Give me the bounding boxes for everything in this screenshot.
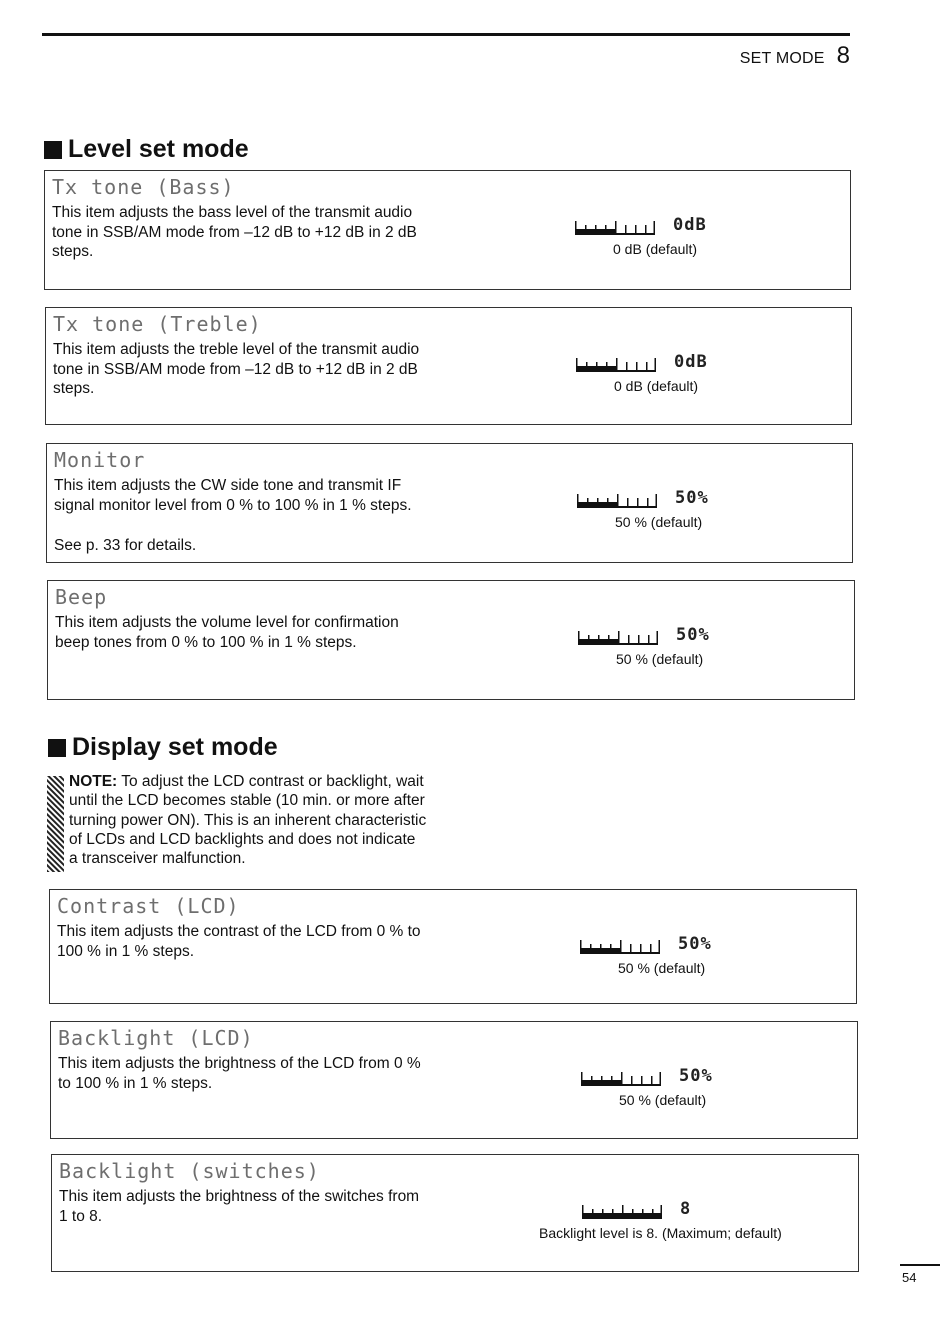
lcd-item-name: Monitor [54,448,146,472]
default-caption: Backlight level is 8. (Maximum; default) [539,1225,782,1241]
level-meter-icon [582,1205,662,1219]
note-body: To adjust the LCD contrast or backlight, wait until the LCD becomes stable (10 min. or more after turning power ON). This is an inherent characteristic of LCDs and LCD backlights and does not indicate a transceiver malfunction. [69,773,427,868]
lcd-readout [578,625,808,667]
lcd-value: 0dB [673,215,707,235]
level-meter-icon [578,631,658,645]
level-set-mode-title: Level set mode [68,135,249,163]
setting-box-tx-tone-bass [44,170,851,290]
lcd-item-name: Beep [55,585,108,609]
lcd-value: 0dB [674,352,708,372]
setting-box-tx-tone-treble [45,307,852,425]
lcd-value: 50% [675,488,709,508]
level-set-mode-heading [44,135,249,164]
lcd-item-name: Tx tone (Treble) [53,312,262,336]
item-description: This item adjusts the treble level of the transmit audio tone in SSB/AM mode from –12 dB to +12 dB in 2 dB steps. [53,341,420,397]
lcd-item-name: Backlight (LCD) [58,1026,254,1050]
lcd-readout [576,352,806,394]
lcd-value: 50% [679,1066,713,1086]
level-meter-icon [581,1072,661,1086]
chapter-number: 8 [836,42,850,69]
item-description: This item adjusts the CW side tone and transmit IF signal monitor level from 0 % to 100 % in 1 % steps. [54,477,412,514]
default-caption: 50 % (default) [616,651,704,667]
level-meter-icon [577,494,657,508]
default-caption: 50 % (default) [618,960,706,976]
display-set-mode-heading [48,733,278,762]
setting-box-backlight-switches [51,1154,859,1272]
note-label: NOTE: [69,773,118,790]
hatched-bar-icon [47,776,64,872]
see-page-note: See p. 33 for details. [54,537,197,554]
lcd-readout [580,934,810,976]
lcd-readout [539,1199,839,1241]
lcd-item-name: Contrast (LCD) [57,894,240,918]
setting-box-backlight-lcd [50,1021,858,1139]
lcd-value: 8 [680,1199,692,1219]
section-mode-label: SET MODE [739,50,825,67]
setting-box-beep [47,580,855,700]
setting-box-monitor [46,443,853,563]
default-caption: 0 dB (default) [613,241,698,257]
item-description: This item adjusts the brightness of the switches from 1 to 8. [59,1188,420,1225]
lcd-readout [575,215,805,257]
running-header [740,42,850,70]
setting-box-contrast-lcd [49,889,857,1004]
item-description: This item adjusts the brightness of the LCD from 0 % to 100 % in 1 % steps. [58,1055,421,1092]
item-description: This item adjusts the bass level of the transmit audio tone in SSB/AM mode from –12 dB to +12 dB in 2 dB steps. [52,204,417,260]
note-text [69,772,426,872]
item-description: This item adjusts the volume level for confirmation beep tones from 0 % to 100 % in 1 % steps. [55,614,399,651]
default-caption: 0 dB (default) [614,378,699,394]
display-set-mode-title: Display set mode [72,733,278,761]
lcd-readout [581,1066,811,1108]
footer-rule [900,1264,940,1266]
lcd-item-name: Backlight (switches) [59,1159,320,1183]
lcd-readout [577,488,807,530]
bullet-square-icon [48,739,66,757]
lcd-value: 50% [676,625,710,645]
item-description: This item adjusts the contrast of the LCD from 0 % to 100 % in 1 % steps. [57,923,421,960]
bullet-square-icon [44,141,62,159]
top-rule [42,33,850,36]
default-caption: 50 % (default) [619,1092,707,1108]
lcd-note [47,772,447,872]
level-meter-icon [576,358,656,372]
default-caption: 50 % (default) [615,514,703,530]
lcd-value: 50% [678,934,712,954]
lcd-item-name: Tx tone (Bass) [52,175,235,199]
page-number: 54 [902,1270,917,1285]
level-meter-icon [575,221,655,235]
level-meter-icon [580,940,660,954]
